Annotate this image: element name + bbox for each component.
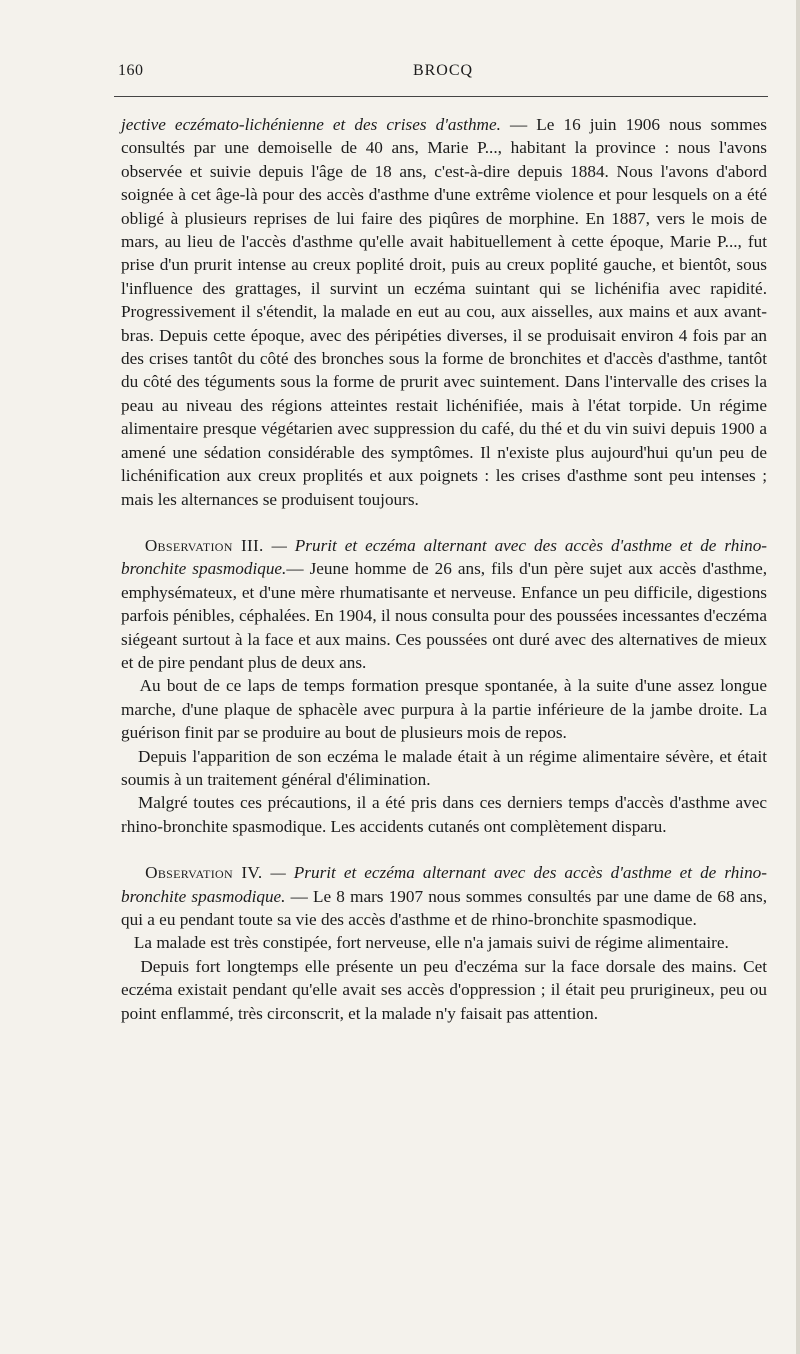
- observation-4-text: — Le 8 mars 1907 nous sommes consultés par une dame de 68 ans, qui a eu pendant toute sa vie des accès d'asthme et de rhino-bronchite spasmodique.: [121, 886, 767, 929]
- observation-4-title: — Prurit et eczéma alternant avec des accès d'asthme et de rhino-bronchite spasmodique.: [121, 863, 767, 906]
- observation-4-label: Observation IV.: [145, 863, 263, 883]
- observation-3-title: — Prurit et eczéma alternant avec des accès d'asthme et de rhino-bronchite spasmodique.: [121, 535, 768, 579]
- paragraph-text: Depuis fort longtemps elle présente un peu d'eczéma sur la face dorsale des mains. Cet eczéma existait pendant qu'elle avait ses accès d'oppression ; il était peu prurigineux, peu ou point enflammé, très circonscrit, et la malade n'y faisait pas attention.: [121, 956, 768, 1023]
- paragraph: [121, 674, 767, 744]
- paragraph-continued: [121, 113, 767, 511]
- observation-title-continued: jective eczémato-lichénienne et des crises d'asthme.: [121, 115, 501, 134]
- paragraph-text: Depuis l'apparition de son eczéma le malade était à un régime alimentaire sévère, et était soumis à un traitement général d'élimination.: [121, 746, 768, 789]
- paragraph: [121, 745, 767, 792]
- paragraph: [121, 931, 767, 954]
- paragraph-text: La malade est très constipée, fort nerveuse, elle n'a jamais suivi de régime alimentaire.: [133, 933, 729, 953]
- running-head: BROCQ: [412, 62, 474, 79]
- header-rule: [114, 96, 768, 97]
- observation-4: [121, 861, 767, 931]
- paragraph-gap: [121, 838, 767, 861]
- paragraph-text: Au bout de ce laps de temps formation presque spontanée, à la suite d'une assez longue marche, d'une plaque de sphacèle avec purpura à la partie inférieure de la jambe droite. La guérison finit par se produire au bout de plusieurs mois de repos.: [121, 676, 767, 743]
- paragraph-text: Malgré toutes ces précautions, il a été pris dans ces derniers temps d'accès d'asthme avec rhino-bronchite spasmodique. Les accidents cutanés ont complètement disparu.: [121, 793, 767, 836]
- observation-3-label: Observation III.: [144, 535, 264, 555]
- page-number: 160: [118, 62, 144, 79]
- paragraph-text: — Le 16 juin 1906 nous sommes consultés par une demoiselle de 40 ans, Marie P..., habitant la province : nous l'avons observée et suivie depuis l'âge de 18 ans, c'est-à-dire depuis 1884. Nous l'avons d'abord soignée à cet âge-là pour des accès d'asthme d'une extrême violence et pour lesquels on a été obligé à plusieurs reprises de lui faire des piqûres de morphine. En 1887, vers le mois de mars, au lieu de l'accès d'asthme qu'elle avait habituellement à cette époque, Marie P..., fut prise d'un prurit intense au creux poplité droit, puis au creux poplité gauche, et bientôt, sous l'influence des grattages, il survint un eczéma suintant qui se lichénifia avec rapidité. Progressivement il s'étendit, la malade en eut au cou, aux aisselles, aux mains et aux avant-bras. Depuis cette époque, avec des péripéties diverses, il se produisait environ 4 fois par an des crises tantôt du côté des bronches sous la forme de bronchites et d'accès d'asthme, tantôt du côté des téguments sous la forme de prurit avec suintement. Dans l'intervalle des crises la peau au niveau des régions atteintes restait lichénifiée, mais à l'état torpide. Un régime alimentaire presque végétarien avec suppression du café, du thé et du vin suivi depuis 1900 a amené une sédation considérable des symptômes. Il n'existe plus aujourd'hui qu'un peu de lichénification aux creux proplités et aux poignets : les crises d'asthme sont peu intenses ; mais les alternances se produisent toujours.: [121, 115, 767, 509]
- page-header: [118, 62, 768, 86]
- paragraph: [121, 791, 767, 838]
- observation-3: [121, 534, 767, 674]
- paragraph-gap: [121, 511, 767, 534]
- paragraph: [121, 955, 767, 1025]
- body-text: [121, 113, 767, 1025]
- scan-edge: [796, 0, 800, 1354]
- observation-3-text: — Jeune homme de 26 ans, fils d'un père sujet aux accès d'asthme, emphysémateux, et d'une mère rhumatisante et nerveuse. Enfance un peu difficile, digestions parfois pénibles, céphalées. En 1904, il nous consulta pour des poussées incessantes d'eczéma siégeant surtout à la face et aux mains. Ces poussées ont duré avec des alternatives de mieux et de pire pendant plus de deux ans.: [121, 559, 767, 672]
